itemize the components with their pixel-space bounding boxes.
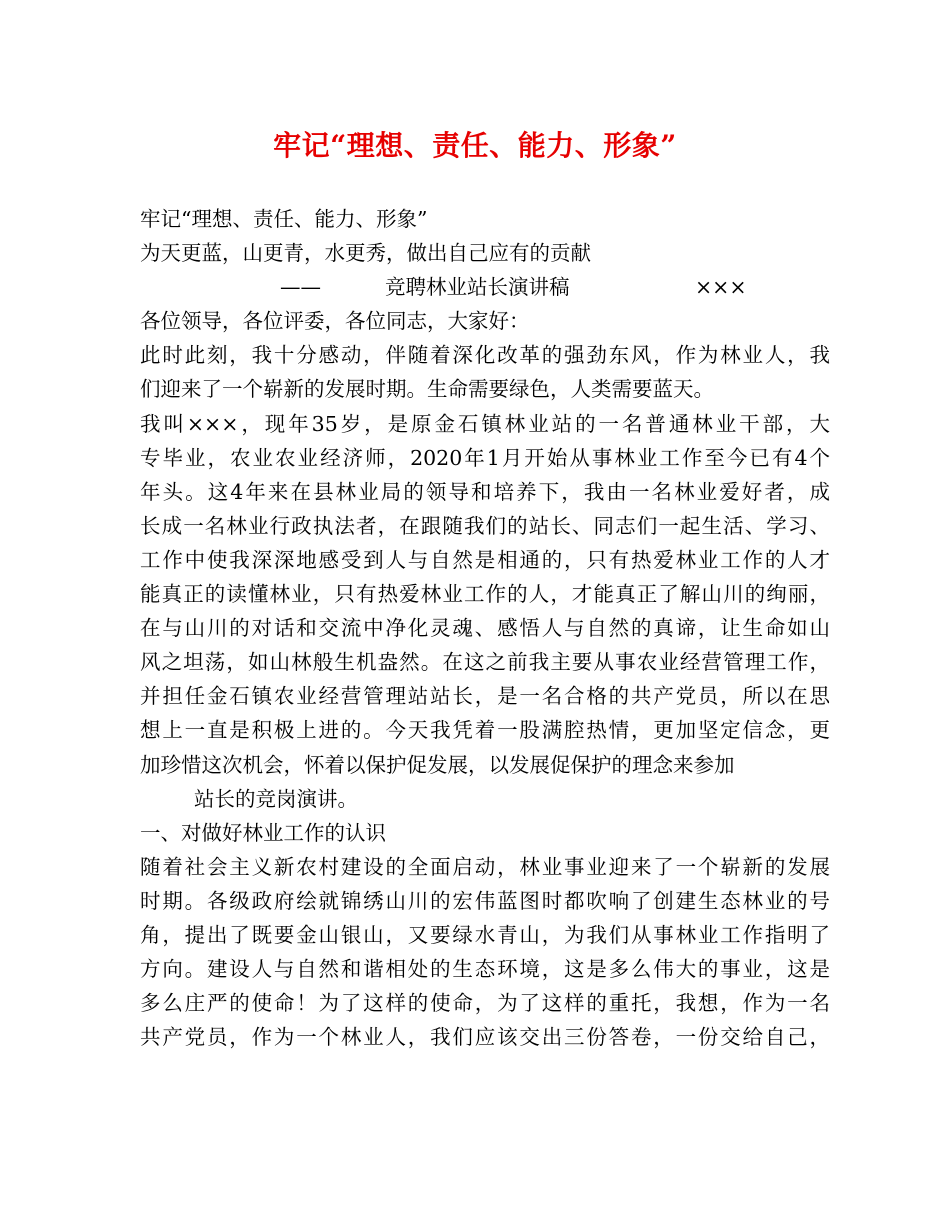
text-line: 方向。建设人与自然和谐相处的生态环境，这是多么伟大的事业，这是 [140,957,830,982]
text-line: 各位领导，各位评委，各位同志，大家好： [140,309,530,334]
text-line: 工作中使我深深地感受到人与自然是相通的，只有热爱林业工作的人才 [140,547,830,572]
document-title: 牢记“理想、责任、能力、形象” [273,129,677,162]
text-line: 我叫×××，现年35岁，是原金石镇林业站的一名普通林业干部，大 [140,411,830,436]
text-line: 随着社会主义新农村建设的全面启动，林业事业迎来了一个崭新的发展 [140,854,830,879]
section-heading: 一、对做好林业工作的认识 [140,820,386,845]
byline-author: ××× [695,275,747,300]
text-line: 能真正的读懂林业，只有热爱林业工作的人，才能真正了解山川的绚丽， [140,582,830,607]
text-line: 专毕业，农业农业经济师，2020年1月开始从事林业工作至今已有4个 [140,445,830,470]
text-line: 想上一直是积极上进的。今天我凭着一股满腔热情，更加坚定信念，更 [140,718,830,743]
text-line: 时期。各级政府绘就锦绣山川的宏伟蓝图时都吹响了创建生态林业的号 [140,888,830,913]
byline-subtitle: 竞聘林业站长演讲稿 [385,275,570,300]
text-line: 此时此刻，我十分感动，伴随着深化改革的强劲东风，作为林业人，我 [140,343,830,368]
text-line: 年头。这4年来在县林业局的领导和培养下，我由一名林业爱好者，成 [140,479,830,504]
text-line: 并担任金石镇农业经营管理站站长，是一名合格的共产党员，所以在思 [140,684,830,709]
byline-dash: —— [280,275,321,300]
text-line: 多么庄严的使命！为了这样的使命，为了这样的重托，我想，作为一名 [140,991,830,1016]
text-line: 为天更蓝，山更青，水更秀，做出自己应有的贡献 [140,241,591,266]
byline [140,270,830,304]
text-line: 在与山川的对话和交流中净化灵魂、感悟人与自然的真谛，让生命如山 [140,616,830,641]
text-line: 长成一名林业行政执法者，在跟随我们的站长、同志们一起生活、学习、 [140,513,830,538]
text-line: 风之坦荡，如山林般生机盎然。在这之前我主要从事农业经营管理工作， [140,650,830,675]
document-body [140,202,830,1054]
text-line: 牢记“理想、责任、能力、形象” [140,207,428,231]
text-line: 角，提出了既要金山银山，又要绿水青山，为我们从事林业工作指明了 [140,922,830,947]
text-line: 加珍惜这次机会，怀着以保护促发展，以发展促保护的理念来参加 [140,752,735,777]
text-line: 站长的竞岗演讲。 [194,786,358,811]
text-line: 共产党员，作为一个林业人，我们应该交出三份答卷，一份交给自己， [140,1025,830,1050]
text-line: 们迎来了一个崭新的发展时期。生命需要绿色，人类需要蓝天。 [140,377,714,402]
